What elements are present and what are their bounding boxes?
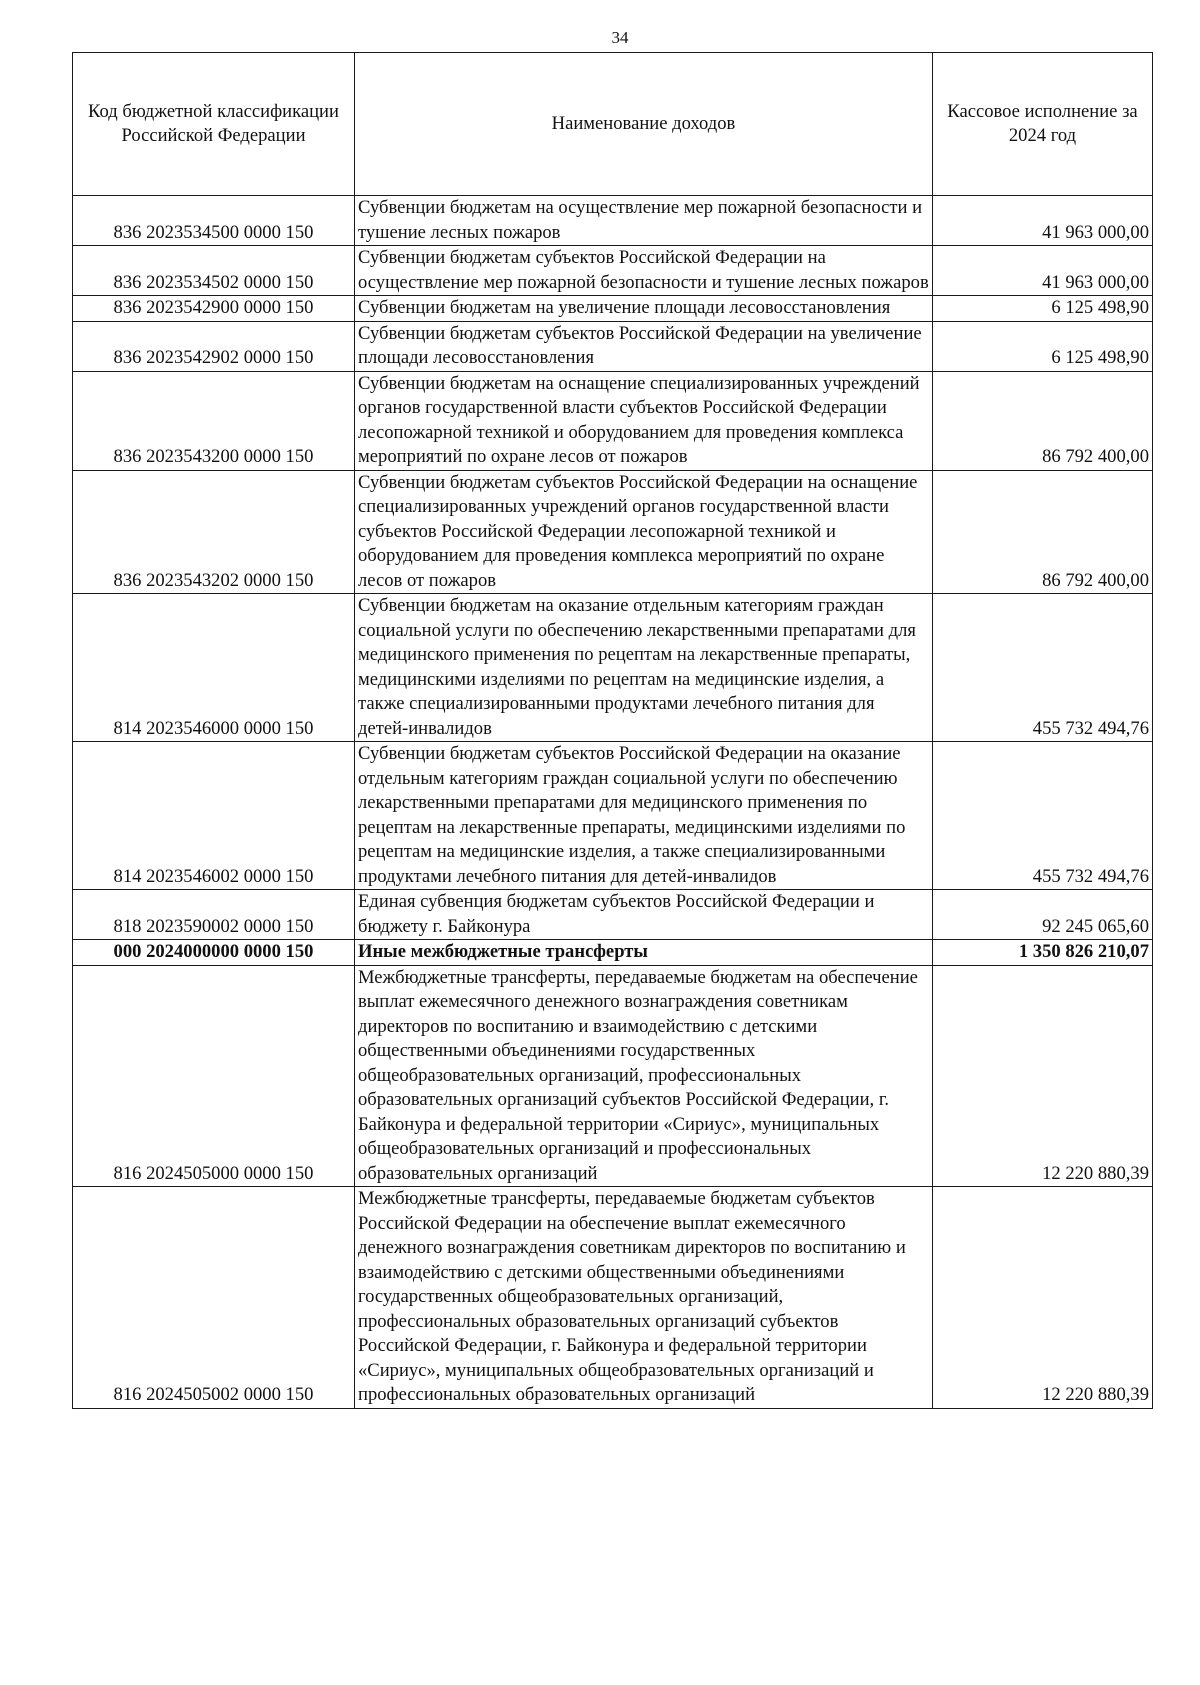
row-code: 818 2023590002 0000 150 <box>73 890 355 940</box>
table-row <box>73 371 1153 470</box>
row-code: 836 2023534502 0000 150 <box>73 246 355 296</box>
table-row <box>73 965 1153 1187</box>
row-code: 836 2023542900 0000 150 <box>73 296 355 322</box>
row-sum: 86 792 400,00 <box>933 470 1153 594</box>
header-name: Наименование доходов <box>355 53 933 196</box>
row-name: Субвенции бюджетам на оказание отдельным категориям граждан социальной услуги по обеспечению лекарственными препаратами для медицинского применения по рецептам на лекарственные препараты, медицинскими изделиями по рецептам на медицинские изделия, а также специализированными продуктами лечебного питания для детей-инвалидов <box>355 594 933 742</box>
page-number: 34 <box>611 28 629 47</box>
row-sum: 41 963 000,00 <box>933 246 1153 296</box>
row-name: Межбюджетные трансферты, передаваемые бюджетам субъектов Российской Федерации на обеспечение выплат ежемесячного денежного вознаграждения советникам директоров по воспитанию и взаимодействию с детскими общественными объединениями государственных общеобразовательных организаций, профессиональных образовательных организаций субъектов Российской Федерации, г. Байконура и федеральной территории «Сириус», муниципальных общеобразовательных организаций и профессиональных образовательных организаций <box>355 1187 933 1409</box>
table-row <box>73 1187 1153 1409</box>
table-row <box>73 246 1153 296</box>
header-row <box>73 53 1153 196</box>
table-row <box>73 742 1153 890</box>
row-name: Субвенции бюджетам субъектов Российской Федерации на оказание отдельным категориям граждан социальной услуги по обеспечению лекарственными препаратами для медицинского применения по рецептам на лекарственные препараты, медицинскими изделиями по рецептам на медицинские изделия, а также специализированными продуктами лечебного питания для детей-инвалидов <box>355 742 933 890</box>
row-sum: 455 732 494,76 <box>933 742 1153 890</box>
row-code: 836 2023542902 0000 150 <box>73 321 355 371</box>
row-code: 836 2023543202 0000 150 <box>73 470 355 594</box>
header-code: Код бюджетной классификации Российской Федерации <box>73 53 355 196</box>
row-sum: 1 350 826 210,07 <box>933 940 1153 966</box>
table-row <box>73 321 1153 371</box>
header-sum: Кассовое исполнение за 2024 год <box>933 53 1153 196</box>
row-code: 814 2023546000 0000 150 <box>73 594 355 742</box>
row-name: Субвенции бюджетам субъектов Российской Федерации на оснащение специализированных учреждений органов государственной власти субъектов Российской Федерации лесопожарной техникой и оборудованием для проведения комплекса мероприятий по охране лесов от пожаров <box>355 470 933 594</box>
row-sum: 92 245 065,60 <box>933 890 1153 940</box>
table-row <box>73 594 1153 742</box>
row-sum: 12 220 880,39 <box>933 965 1153 1187</box>
row-sum: 455 732 494,76 <box>933 594 1153 742</box>
row-code: 836 2023534500 0000 150 <box>73 196 355 246</box>
row-name: Субвенции бюджетам субъектов Российской Федерации на осуществление мер пожарной безопасности и тушение лесных пожаров <box>355 246 933 296</box>
row-sum: 41 963 000,00 <box>933 196 1153 246</box>
row-code: 000 2024000000 0000 150 <box>73 940 355 966</box>
table-header <box>73 53 1153 196</box>
row-name: Субвенции бюджетам на осуществление мер пожарной безопасности и тушение лесных пожаров <box>355 196 933 246</box>
row-sum: 6 125 498,90 <box>933 296 1153 322</box>
table-row <box>73 296 1153 322</box>
row-code: 836 2023543200 0000 150 <box>73 371 355 470</box>
row-name: Иные межбюджетные трансферты <box>355 940 933 966</box>
table-row <box>73 196 1153 246</box>
row-sum: 86 792 400,00 <box>933 371 1153 470</box>
row-code: 816 2024505002 0000 150 <box>73 1187 355 1409</box>
table-body <box>73 196 1153 1409</box>
row-sum: 12 220 880,39 <box>933 1187 1153 1409</box>
table-row-subtotal <box>73 940 1153 966</box>
row-code: 816 2024505000 0000 150 <box>73 965 355 1187</box>
budget-revenue-table <box>72 52 1153 1409</box>
row-sum: 6 125 498,90 <box>933 321 1153 371</box>
row-name: Субвенции бюджетам субъектов Российской Федерации на увеличение площади лесовосстановления <box>355 321 933 371</box>
table-row <box>73 890 1153 940</box>
row-name: Субвенции бюджетам на увеличение площади лесовосстановления <box>355 296 933 322</box>
row-name: Единая субвенция бюджетам субъектов Российской Федерации и бюджету г. Байконура <box>355 890 933 940</box>
table-row <box>73 470 1153 594</box>
row-code: 814 2023546002 0000 150 <box>73 742 355 890</box>
row-name: Субвенции бюджетам на оснащение специализированных учреждений органов государственной власти субъектов Российской Федерации лесопожарной техникой и оборудованием для проведения комплекса мероприятий по охране лесов от пожаров <box>355 371 933 470</box>
row-name: Межбюджетные трансферты, передаваемые бюджетам на обеспечение выплат ежемесячного денежного вознаграждения советникам директоров по воспитанию и взаимодействию с детскими общественными объединениями государственных общеобразовательных организаций, профессиональных образовательных организаций субъектов Российской Федерации, г. Байконура и федеральной территории «Сириус», муниципальных общеобразовательных организаций и профессиональных образовательных организаций <box>355 965 933 1187</box>
